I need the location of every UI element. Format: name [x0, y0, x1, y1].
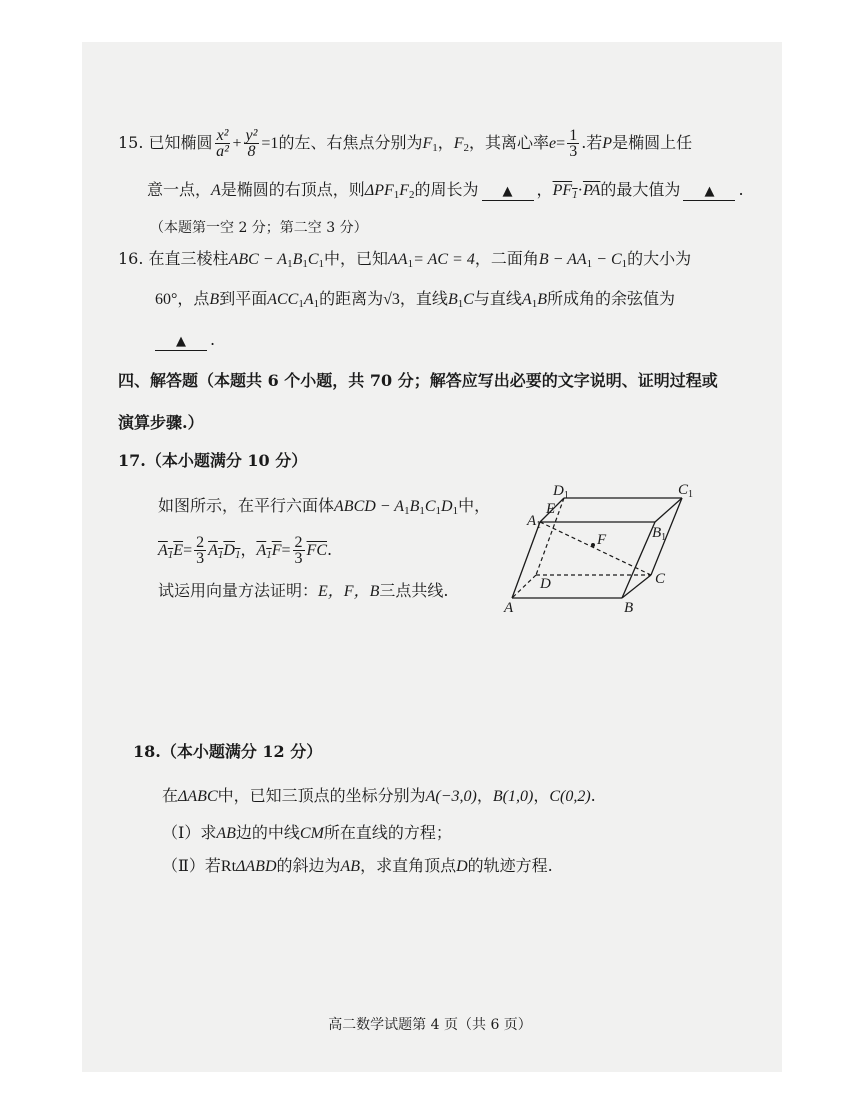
- q18-line1: 在ΔABC中，已知三顶点的坐标分别为A(−3,0)，B(1,0)，C(0,2).: [162, 786, 596, 805]
- point-f: [591, 543, 595, 547]
- q18-part1: （Ⅰ）求AB边的中线CM所在直线的方程；: [162, 823, 452, 842]
- label-e: E: [546, 501, 556, 517]
- label-f: F: [597, 532, 607, 548]
- label-d: D: [540, 576, 551, 592]
- answer-blank-1: ▲: [482, 184, 534, 201]
- q15-note: （本题第一空 2 分；第二空 3 分）: [150, 220, 368, 236]
- page-footer: 高二数学试题第 4 页（共 6 页）: [328, 1017, 532, 1033]
- q16-line2: 60°，点B到平面$ACC_1A_1$的距离为√3，直线$B_1C$与直线$A_1B$所成角的余弦值为: [155, 289, 675, 310]
- parallelepiped-figure: [500, 482, 700, 617]
- q18-part2: （Ⅱ）若RtΔABD的斜边为AB，求直角顶点D的轨迹方程.: [162, 856, 553, 875]
- q16-line1: 16. 在直三棱柱ABC − $A_1B_1C_1$中，已知$AA_1=$ AC = 4，二面角$B - AA_1 - C_1$的大小为: [118, 249, 692, 270]
- q15-number: 15.: [118, 133, 144, 152]
- vector-pa: $\overline{PA}$: [582, 182, 601, 199]
- vector-a1e: $A_1E$: [158, 542, 184, 561]
- q18-header: 18.（本小题满分 12 分）: [133, 742, 323, 761]
- vector-fc: $\overline{FC}$: [306, 542, 327, 559]
- answer-blank-3: ▲: [155, 334, 207, 351]
- section4-header: 四、解答题（本题共 6 个小题，共 70 分；解答应写出必要的文字说明、证明过程或: [118, 371, 718, 390]
- q17-line3: 试运用向量方法证明：E，F，B三点共线.: [158, 581, 449, 600]
- q17-line2: $A_1E=$ $\frac{2}{3}$ $A_1D_1$，$A_1F=$ $\frac{2}{3}$ $\overline{FC}$.: [158, 534, 333, 567]
- q17-frac-2: $\frac{2}{3}$: [294, 534, 303, 567]
- label-a1: $A_1$: [527, 513, 542, 531]
- q15-line2: 意一点，A是椭圆的右顶点，则$\Delta PF_1F_2$的周长为 ▲ ，$PF_1\cdot\overline{PA}$的最大值为 ▲ .: [147, 180, 744, 201]
- q15-line1: 15. 已知椭圆 $\frac{\text{x²}}{\text{a²}}$ + $\frac{\text{y²}}{8}$ =1的左、右焦点分别为$F_1$，$F_2$，其离心率e= $\frac{1}{3}$ .若P是椭圆上任: [118, 127, 693, 160]
- q15-frac-e: $\frac{1}{3}$: [569, 127, 578, 160]
- label-c: C: [655, 571, 666, 587]
- label-b1: $B_1$: [652, 525, 667, 543]
- section4-title: 四、解答题: [118, 371, 199, 390]
- q16-line3: ▲ .: [155, 330, 215, 351]
- q17-header: 17.（本小题满分 10 分）: [118, 451, 308, 470]
- vector-a1d1: $A_1D_1$: [208, 542, 241, 561]
- answer-blank-2: ▲: [683, 184, 735, 201]
- q16-number: 16.: [118, 249, 144, 268]
- label-b: B: [624, 600, 634, 616]
- q17-frac-1: $\frac{2}{3}$: [196, 534, 205, 567]
- vector-a1f: $A_1F$: [256, 542, 282, 561]
- label-c1: $C_1$: [678, 482, 694, 500]
- label-a: A: [504, 600, 514, 616]
- q17-line1: 如图所示，在平行六面体ABCD − $A_1B_1C_1D_1$中，: [158, 496, 491, 517]
- section4-line2: 演算步骤.）: [118, 413, 204, 432]
- label-d1: $D_1$: [553, 483, 569, 501]
- q15-frac-y: $\frac{\text{y²}}{8}$: [245, 127, 258, 160]
- q15-frac-x: $\frac{\text{x²}}{\text{a²}}$: [216, 127, 229, 160]
- vector-pf1: $PF_1$: [552, 182, 578, 201]
